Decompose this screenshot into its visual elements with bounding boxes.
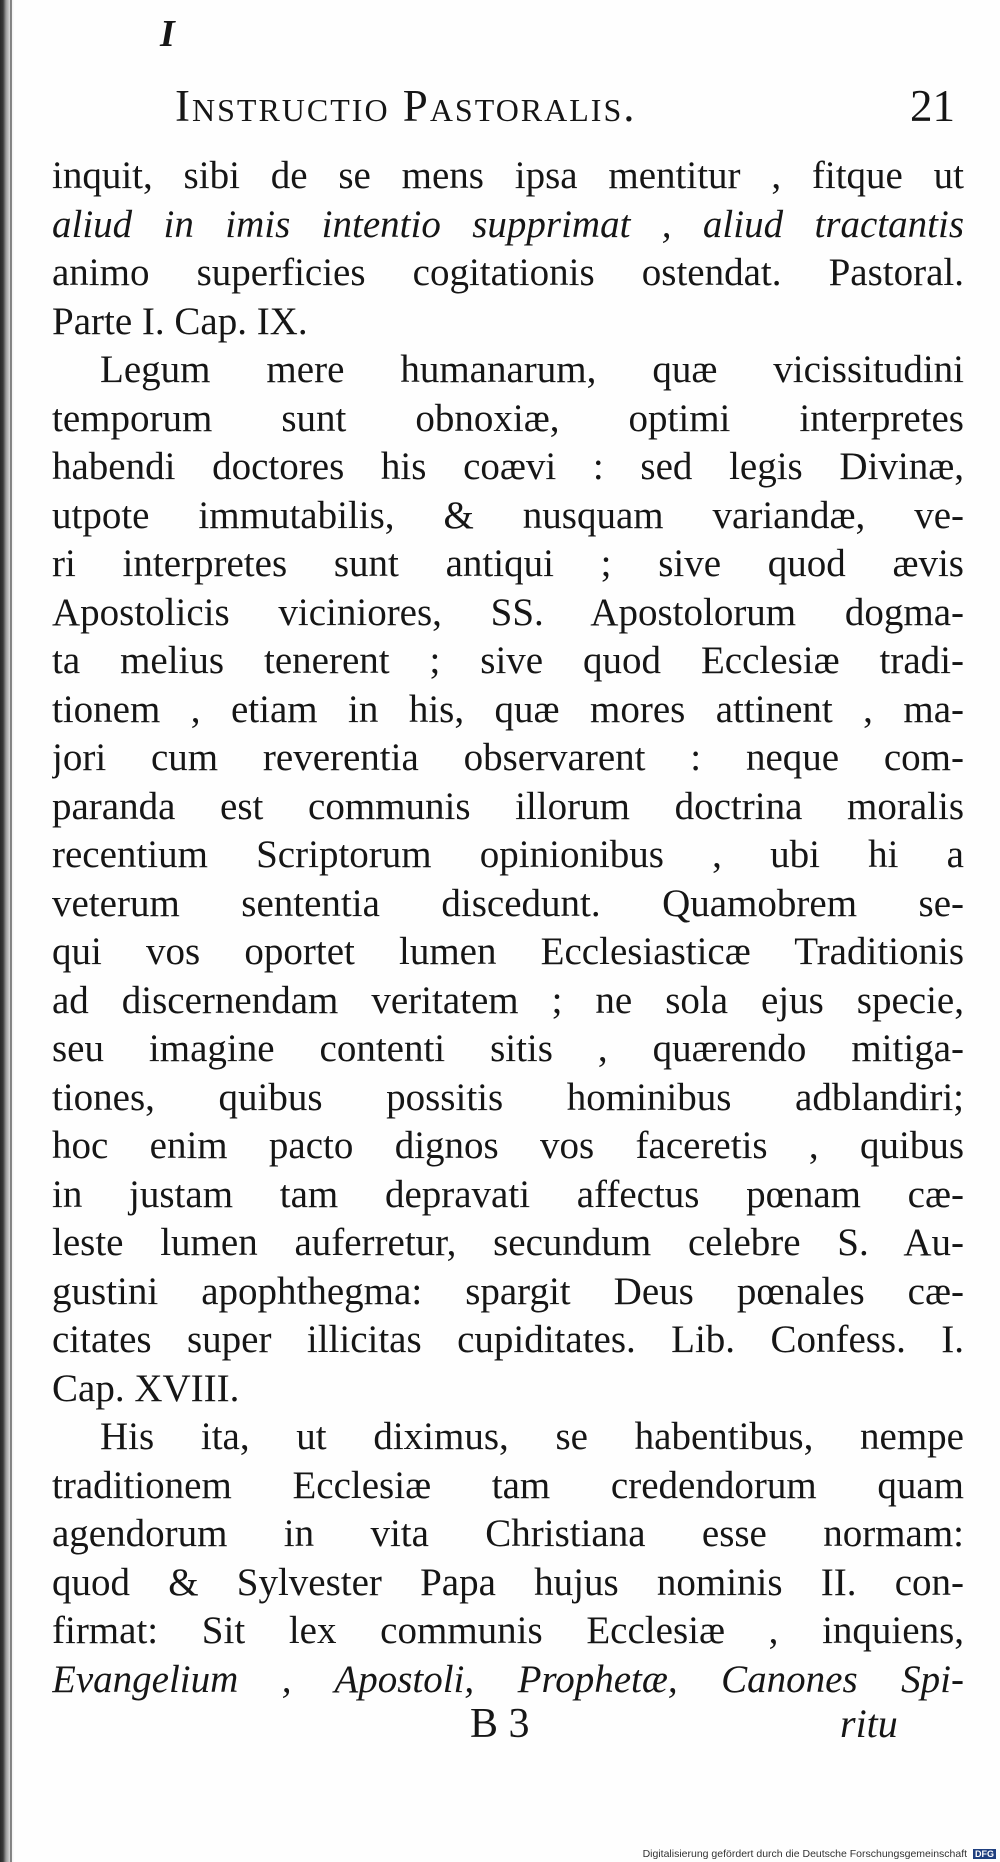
- text-line: ri interpretes sunt antiqui ; sive quod ævis: [52, 542, 964, 585]
- text-line: qui vos oportet lumen Ecclesiasticæ Traditionis: [52, 930, 964, 973]
- text-line: Evangelium , Apostoli, Prophetæ, Canones Spi-: [52, 1657, 964, 1701]
- text-line: habendi doctores his coævi : sed legis Divinæ,: [52, 445, 964, 488]
- text-line: leste lumen auferretur, secundum celebre S. Au-: [52, 1221, 964, 1264]
- text-line: hoc enim pacto dignos vos faceretis , quibus: [52, 1124, 964, 1167]
- dfg-logo: DFG: [975, 1849, 994, 1859]
- page-number: 21: [910, 81, 955, 131]
- text-line: temporum sunt obnoxiæ, optimi interpretes: [52, 396, 964, 440]
- text-line: inquit, sibi de se mens ipsa mentitur , fitque ut: [52, 154, 964, 197]
- digitization-credit: [643, 1848, 996, 1860]
- signature-mark: B 3: [470, 1701, 530, 1747]
- corner-mark: I: [160, 13, 175, 55]
- text-line: animo superficies cogitationis ostendat. Pastoral.: [52, 251, 964, 294]
- running-title: Instructio Pastoralis.: [175, 81, 637, 131]
- text-line: quod & Sylvester Papa hujus nominis II. con-: [52, 1560, 964, 1604]
- text-line: citates super illicitas cupiditates. Lib. Confess. I.: [52, 1318, 964, 1361]
- text-line: ta melius tenerent ; sive quod Ecclesiæ tradi-: [52, 639, 964, 682]
- text-line: firmat: Sit lex communis Ecclesiæ , inquiens,: [52, 1609, 964, 1652]
- text-line: traditionem Ecclesiæ tam credendorum quam: [52, 1463, 964, 1507]
- page-footer: [0, 1700, 1000, 1760]
- text-line: in justam tam depravati affectus pœnam cæ-: [52, 1172, 964, 1216]
- text-line: veterum sententia discedunt. Quamobrem se-: [52, 881, 964, 925]
- text-line: utpote immutabilis, & nusquam variandæ, ve-: [52, 493, 964, 537]
- text-line: His ita, ut diximus, se habentibus, nempe: [100, 1415, 964, 1458]
- binding-shadow-line: [10, 0, 12, 1862]
- body-text: [52, 152, 964, 1704]
- text-line: recentium Scriptorum opinionibus , ubi hi a: [52, 833, 964, 876]
- text-line: Apostolicis viciniores, SS. Apostolorum dogma-: [52, 590, 964, 634]
- text-line: aliud in imis intentio supprimat , aliud tractantis: [52, 202, 964, 246]
- text-line: Cap. XVIII.: [52, 1366, 240, 1410]
- page-header: [175, 80, 955, 140]
- text-line: agendorum in vita Christiana esse normam:: [52, 1512, 964, 1555]
- text-line: ad discernendam veritatem ; ne sola ejus specie,: [52, 978, 964, 1022]
- text-line: jori cum reverentia observarent : neque com-: [52, 736, 964, 779]
- text-line: Parte I. Cap. IX.: [52, 299, 308, 343]
- text-line: gustini apophthegma: spargit Deus pœnales cæ-: [52, 1269, 964, 1313]
- text-line: paranda est communis illorum doctrina moralis: [52, 784, 964, 828]
- text-line: tionem , etiam in his, quæ mores attinent , ma-: [52, 687, 964, 731]
- digitization-credit-text: Digitalisierung gefördert durch die Deutsche Forschungsgemeinschaft: [642, 1848, 968, 1860]
- catchword: ritu: [840, 1701, 898, 1746]
- text-line: tiones, quibus possitis hominibus adblandiri;: [52, 1075, 964, 1119]
- text-line: seu imagine contenti sitis , quærendo mitiga-: [52, 1027, 964, 1070]
- text-line: Legum mere humanarum, quæ vicissitudini: [100, 348, 964, 391]
